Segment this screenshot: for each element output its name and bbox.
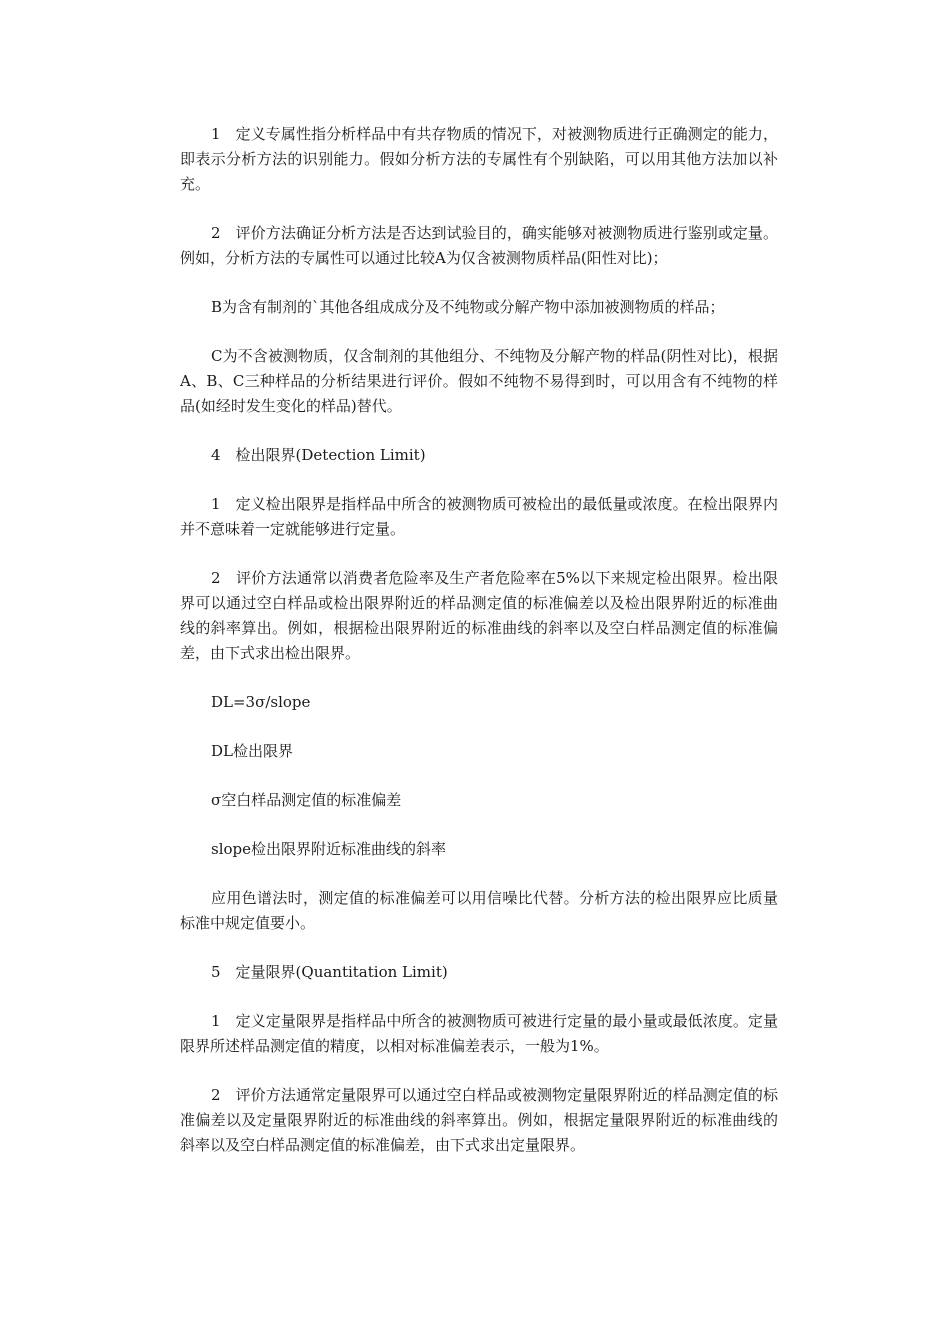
- formula-detection-limit: DL=3σ/slope: [211, 693, 311, 711]
- paragraph-quantitation-definition: 1 定义定量限界是指样品中所含的被测物质可被进行定量的最小量或最低浓度。定量限界所述样品测定值的精度，以相对标准偏差表示，一般为1%。: [180, 1012, 778, 1055]
- paragraph-detection-evaluation: 2 评价方法通常以消费者危险率及生产者危险率在5%以下来规定检出限界。检出限界可以通过空白样品或检出限界附近的样品测定值的标准偏差以及检出限界附近的标准曲线的斜率算出。例如，根据检出限界附近的标准曲线的斜率以及空白样品测定值的标准偏差，由下式求出检出限界。: [180, 569, 778, 662]
- definition-sigma: σ空白样品测定值的标准偏差: [211, 791, 402, 809]
- paragraph-sample-b: B为含有制剂的`其他各组成成分及不纯物或分解产物中添加被测物质的样品；: [211, 298, 725, 316]
- definition-slope: slope检出限界附近标准曲线的斜率: [211, 840, 447, 858]
- document-page: [180, 122, 778, 1182]
- heading-detection-limit: 4 检出限界(Detection Limit): [211, 446, 426, 464]
- definition-dl: DL检出限界: [211, 742, 293, 760]
- paragraph-specificity-definition: 1 定义专属性指分析样品中有共存物质的情况下，对被测物质进行正确测定的能力，即表示分析方法的识别能力。假如分析方法的专属性有个别缺陷，可以用其他方法加以补充。: [180, 125, 778, 193]
- heading-quantitation-limit: 5 定量限界(Quantitation Limit): [211, 963, 448, 981]
- paragraph-sample-c: C为不含被测物质，仅含制剂的其他组分、不纯物及分解产物的样品(阴性对比)，根据A、B、C三种样品的分析结果进行评价。假如不纯物不易得到时，可以用含有不纯物的样品(如经时发生变化的样品)替代。: [180, 347, 778, 415]
- paragraph-detection-definition: 1 定义检出限界是指样品中所含的被测物质可被检出的最低量或浓度。在检出限界内并不意味着一定就能够进行定量。: [180, 495, 778, 538]
- paragraph-quantitation-evaluation: 2 评价方法通常定量限界可以通过空白样品或被测物定量限界附近的样品测定值的标准偏差以及定量限界附近的标准曲线的斜率算出。例如，根据定量限界附近的标准曲线的斜率以及空白样品测定值的标准偏差，由下式求出定量限界。: [180, 1086, 778, 1154]
- paragraph-chromatography: 应用色谱法时，测定值的标准偏差可以用信噪比代替。分析方法的检出限界应比质量标准中规定值要小。: [180, 889, 778, 932]
- paragraph-specificity-evaluation: 2 评价方法确证分析方法是否达到试验目的，确实能够对被测物质进行鉴别或定量。例如，分析方法的专属性可以通过比较A为仅含被测物质样品(阳性对比)；: [180, 224, 778, 267]
